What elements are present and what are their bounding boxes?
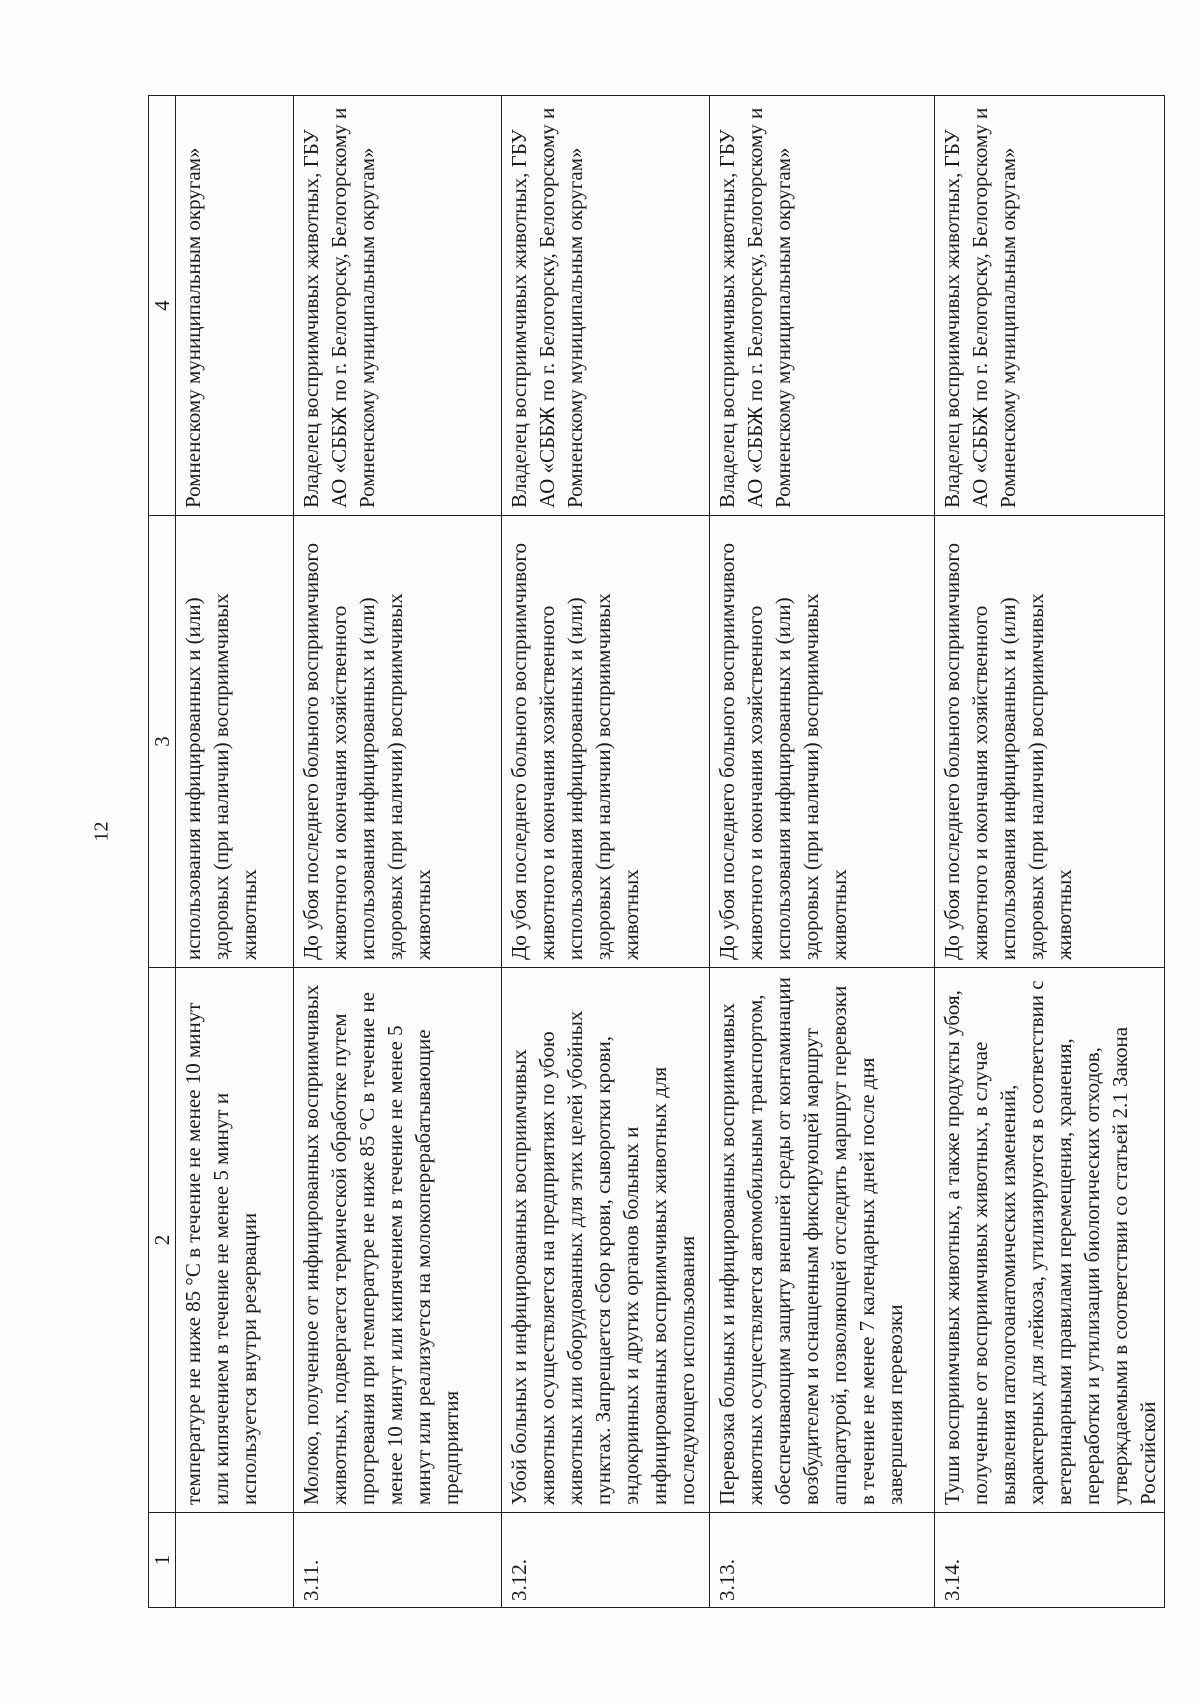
table-header-row <box>149 96 176 1608</box>
table-row <box>502 96 710 1608</box>
row-number <box>176 1513 294 1608</box>
term-cell: До убоя последнего больного восприимчивого животного и окончания хозяйственного использования инфицированных и (или) здоровых (при наличии) восприимчивых животных <box>502 516 710 968</box>
term-cell: До убоя последнего больного восприимчивого животного и окончания хозяйственного использования инфицированных и (или) здоровых (при наличии) восприимчивых животных <box>710 516 935 968</box>
term-cell: До убоя последнего больного восприимчивого животного и окончания хозяйственного использования инфицированных и (или) здоровых (при наличии) восприимчивых животных <box>294 516 502 968</box>
measure-cell: Туши восприимчивых животных, а также продукты убоя, полученные от восприимчивых животных, в случае выявления патологоанатомических изменений, характерных для лейкоза, утилизируются в соответствии с ветеринарными правилами перемещения, хранения, переработки и утилизации биологических отходов, утверждаемыми в соответствии со статьей 2.1 Закона Российской <box>935 968 1165 1513</box>
term-cell: использования инфицированных и (или) здоровых (при наличии) восприимчивых животных <box>176 516 294 968</box>
page-number: 12 <box>90 821 113 842</box>
row-number: 3.14. <box>935 1513 1165 1608</box>
row-number: 3.13. <box>710 1513 935 1608</box>
row-number: 3.11. <box>294 1513 502 1608</box>
column-header-1: 1 <box>149 1513 176 1608</box>
responsible-cell: Владелец восприимчивых животных, ГБУ АО «СББЖ по г. Белогорску, Белогорскому и Ромненскому муниципальным округам» <box>935 96 1165 516</box>
measure-cell: Молоко, полученное от инфицированных восприимчивых животных, подвергается термической обработке путем прогревания при температуре не ниже 85 °С в течение не менее 10 минут или кипячением в течение не менее 5 минут или реализуется на молокоперерабатывающие предприятия <box>294 968 502 1513</box>
term-cell: До убоя последнего больного восприимчивого животного и окончания хозяйственного использования инфицированных и (или) здоровых (при наличии) восприимчивых животных <box>935 516 1165 968</box>
column-header-4: 4 <box>149 96 176 516</box>
table-row <box>710 96 935 1608</box>
rotated-table-wrapper <box>148 96 1160 1608</box>
responsible-cell: Владелец восприимчивых животных, ГБУ АО «СББЖ по г. Белогорску, Белогорскому и Ромненскому муниципальным округам» <box>502 96 710 516</box>
responsible-cell: Ромненскому муниципальным округам» <box>176 96 294 516</box>
column-header-2: 2 <box>149 968 176 1513</box>
column-header-3: 3 <box>149 516 176 968</box>
measure-cell: температуре не ниже 85 °С в течение не менее 10 минут или кипячением в течение не менее 5 минут и используется внутри резервации <box>176 968 294 1513</box>
table-row <box>935 96 1165 1608</box>
measures-table <box>148 95 1165 1608</box>
measure-cell: Перевозка больных и инфицированных восприимчивых животных осуществляется автомобильным транспортом, обеспечивающим защиту внешней среды от контаминации возбудителем и оснащенным фиксирующей маршрут аппаратурой, позволяющей отследить маршрут перевозки в течение не менее 7 календарных дней после дня завершения перевозки <box>710 968 935 1513</box>
table-row <box>294 96 502 1608</box>
measure-cell: Убой больных и инфицированных восприимчивых животных осуществляется на предприятиях по убою животных или оборудованных для этих целей убойных пунктах. Запрещается сбор крови, сыворотки крови, эндокринных и других органов больных и инфицированных восприимчивых животных для последующего использования <box>502 968 710 1513</box>
row-number: 3.12. <box>502 1513 710 1608</box>
responsible-cell: Владелец восприимчивых животных, ГБУ АО «СББЖ по г. Белогорску, Белогорскому и Ромненскому муниципальным округам» <box>294 96 502 516</box>
responsible-cell: Владелец восприимчивых животных, ГБУ АО «СББЖ по г. Белогорску, Белогорскому и Ромненскому муниципальным округам» <box>710 96 935 516</box>
table-row <box>176 96 294 1608</box>
